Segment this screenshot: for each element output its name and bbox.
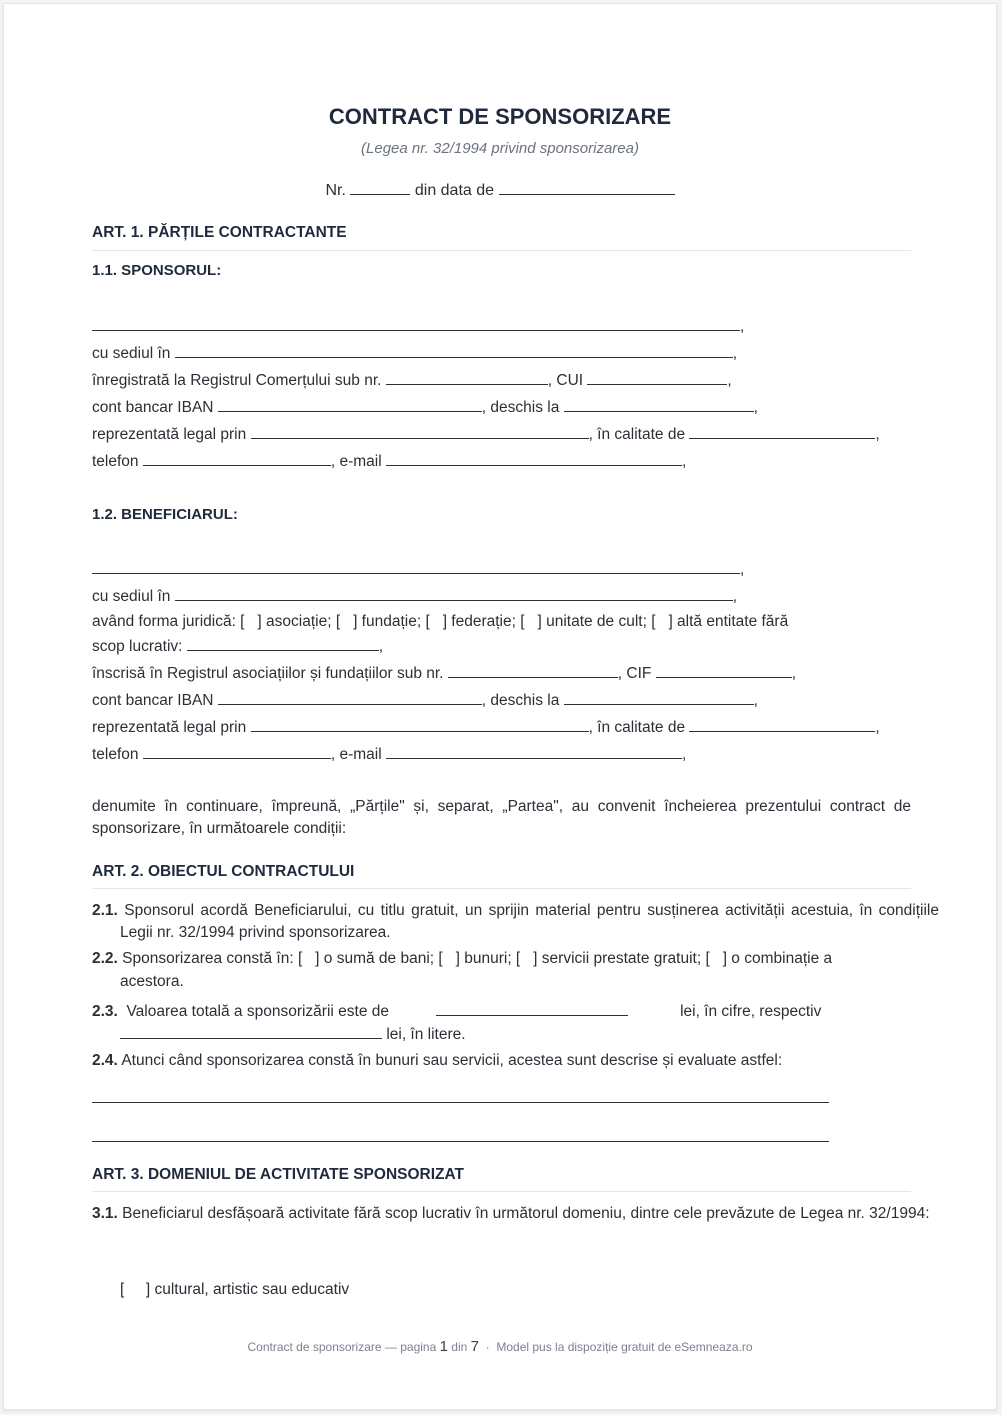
page-total: 7 bbox=[470, 1338, 479, 1355]
beneficiar-phone-field[interactable] bbox=[143, 744, 331, 759]
sponsor-contact-line: telefon , e-mail , bbox=[92, 453, 687, 470]
checkbox-federatie[interactable]: ] federație; [ bbox=[442, 613, 525, 630]
sponsor-sediu-line: cu sediul în , bbox=[92, 345, 738, 362]
art3-heading: ART. 3. DOMENIUL DE ACTIVITATE SPONSORIZAT bbox=[92, 1166, 465, 1183]
beneficiar-iban-field[interactable] bbox=[218, 690, 482, 705]
checkbox-bunuri[interactable]: ] bunuri; [ bbox=[455, 950, 521, 967]
divider bbox=[92, 250, 911, 251]
beneficiar-iban-line: cont bancar IBAN , deschis la , bbox=[92, 692, 758, 709]
contract-date-field[interactable] bbox=[499, 180, 675, 195]
beneficiar-rep-line: reprezentată legal prin , în calitate de , bbox=[92, 719, 880, 736]
sponsor-email-field[interactable] bbox=[386, 451, 682, 466]
checkbox-asociatie[interactable]: ] asociație; [ bbox=[257, 613, 341, 630]
beneficiar-rep-field[interactable] bbox=[251, 717, 589, 732]
sponsor-rep-field[interactable] bbox=[251, 424, 589, 439]
goods-description-line-2 bbox=[92, 1127, 829, 1147]
goods-description-field-2[interactable] bbox=[92, 1127, 829, 1142]
divider bbox=[92, 888, 911, 889]
clause-2-4: 2.4. Atunci când sponsorizarea constă în bunuri sau servicii, acestea sunt descrise și evaluate astfel: bbox=[92, 1052, 783, 1069]
clause-2-1: 2.1. Sponsorul acordă Beneficiarului, cu titlu gratuit, un sprijin material pentru susținerea activității acestuia, în condițiile Legii nr. 32/1994 privind sponsorizarea. bbox=[92, 902, 939, 941]
goods-description-line-1 bbox=[92, 1088, 829, 1108]
number-date-line: Nr. din data de bbox=[4, 180, 996, 200]
sponsor-sediu-field[interactable] bbox=[175, 343, 733, 358]
beneficiar-forma-line: având forma juridică: [ ] asociație; [ ] fundație; [ ] federație; [ ] unitate de cult; [ ] altă entitate fără bbox=[92, 613, 789, 630]
beneficiar-heading: 1.2. BENEFICIARUL: bbox=[92, 506, 238, 523]
beneficiar-registru-field[interactable] bbox=[448, 663, 618, 678]
sponsor-phone-field[interactable] bbox=[143, 451, 331, 466]
clause-2-3: 2.3. Valoarea totală a sponsorizării este de lei, în cifre, respectiv bbox=[92, 1003, 822, 1020]
sponsor-iban-field[interactable] bbox=[218, 397, 482, 412]
clause-2-2-cont: acestora. bbox=[120, 973, 184, 990]
domain-option-cultural[interactable]: [ ] cultural, artistic sau educativ bbox=[120, 1281, 350, 1298]
valoare-litere-field[interactable] bbox=[120, 1024, 382, 1039]
clause-2-2: 2.2. Sponsorizarea constă în: [ ] o sumă de bani; [ ] bunuri; [ ] servicii prestate gratuit; [ ] o combinație a bbox=[92, 950, 833, 967]
checkbox-unitate-cult[interactable]: ] unitate de cult; [ bbox=[537, 613, 656, 630]
sponsor-name-line: , bbox=[92, 316, 744, 336]
beneficiar-sediu-line: cu sediul în , bbox=[92, 588, 738, 605]
art2-heading: ART. 2. OBIECTUL CONTRACTULUI bbox=[92, 863, 355, 880]
clause-3-1: 3.1. Beneficiarul desfășoară activitate fără scop lucrativ în următorul domeniu, dintre cele prevăzute de Legea nr. 32/1994: bbox=[92, 1205, 930, 1222]
sponsor-heading: 1.1. SPONSORUL: bbox=[92, 262, 222, 279]
beneficiar-scop-field[interactable] bbox=[187, 636, 379, 651]
divider bbox=[92, 1191, 911, 1192]
checkbox-fundatie[interactable]: ] fundație; [ bbox=[353, 613, 430, 630]
parties-closing-paragraph: denumite în continuare, împreună, „Părțile" și, separat, „Partea", au convenit încheierea prezentului contract de sponsorizare, în următoarele condiții: bbox=[92, 798, 911, 837]
page-number: 1 bbox=[439, 1338, 448, 1355]
goods-description-field-1[interactable] bbox=[92, 1088, 829, 1103]
checkbox-combinatie[interactable]: ] o combinație a bbox=[722, 950, 833, 967]
sponsor-calitate-field[interactable] bbox=[689, 424, 875, 439]
sponsor-iban-line: cont bancar IBAN , deschis la , bbox=[92, 399, 758, 416]
sponsor-bank-field[interactable] bbox=[564, 397, 754, 412]
sponsor-cui-field[interactable] bbox=[587, 370, 727, 385]
beneficiar-contact-line: telefon , e-mail , bbox=[92, 746, 687, 763]
sponsor-registru-field[interactable] bbox=[386, 370, 548, 385]
valoare-cifre-field[interactable] bbox=[436, 1001, 628, 1016]
beneficiar-cif-field[interactable] bbox=[656, 663, 792, 678]
contract-number-field[interactable] bbox=[350, 180, 410, 195]
beneficiar-email-field[interactable] bbox=[386, 744, 682, 759]
beneficiar-registru-line: înscrisă în Registrul asociațiilor și fundațiilor sub nr. , CIF , bbox=[92, 665, 797, 682]
checkbox-servicii[interactable]: ] servicii prestate gratuit; [ bbox=[533, 950, 710, 967]
art1-heading: ART. 1. PĂRȚILE CONTRACTANTE bbox=[92, 224, 347, 241]
page-footer: Contract de sponsorizare — pagina 1 din 7 · Model pus la dispoziție gratuit de eSemneaza.ro bbox=[247, 1338, 753, 1355]
document-subtitle: (Legea nr. 32/1994 privind sponsorizarea) bbox=[361, 140, 639, 157]
clause-2-3-cont: lei, în litere. bbox=[120, 1024, 466, 1044]
contract-page bbox=[3, 3, 997, 1410]
beneficiar-bank-field[interactable] bbox=[564, 690, 754, 705]
beneficiar-sediu-field[interactable] bbox=[175, 586, 733, 601]
sponsor-registru-line: înregistrată la Registrul Comerțului sub nr. , CUI , bbox=[92, 372, 732, 389]
checkbox-alta-entitate[interactable]: ] altă entitate fără bbox=[668, 613, 789, 630]
sponsor-rep-line: reprezentată legal prin , în calitate de , bbox=[92, 426, 880, 443]
beneficiar-calitate-field[interactable] bbox=[689, 717, 875, 732]
beneficiar-name-field[interactable] bbox=[92, 559, 740, 574]
beneficiar-name-line: , bbox=[92, 559, 744, 579]
sponsor-name-field[interactable] bbox=[92, 316, 740, 331]
checkbox-suma-bani[interactable]: ] o sumă de bani; [ bbox=[315, 950, 443, 967]
beneficiar-scop-line: scop lucrativ: , bbox=[92, 638, 384, 655]
document-title: CONTRACT DE SPONSORIZARE bbox=[328, 104, 672, 129]
